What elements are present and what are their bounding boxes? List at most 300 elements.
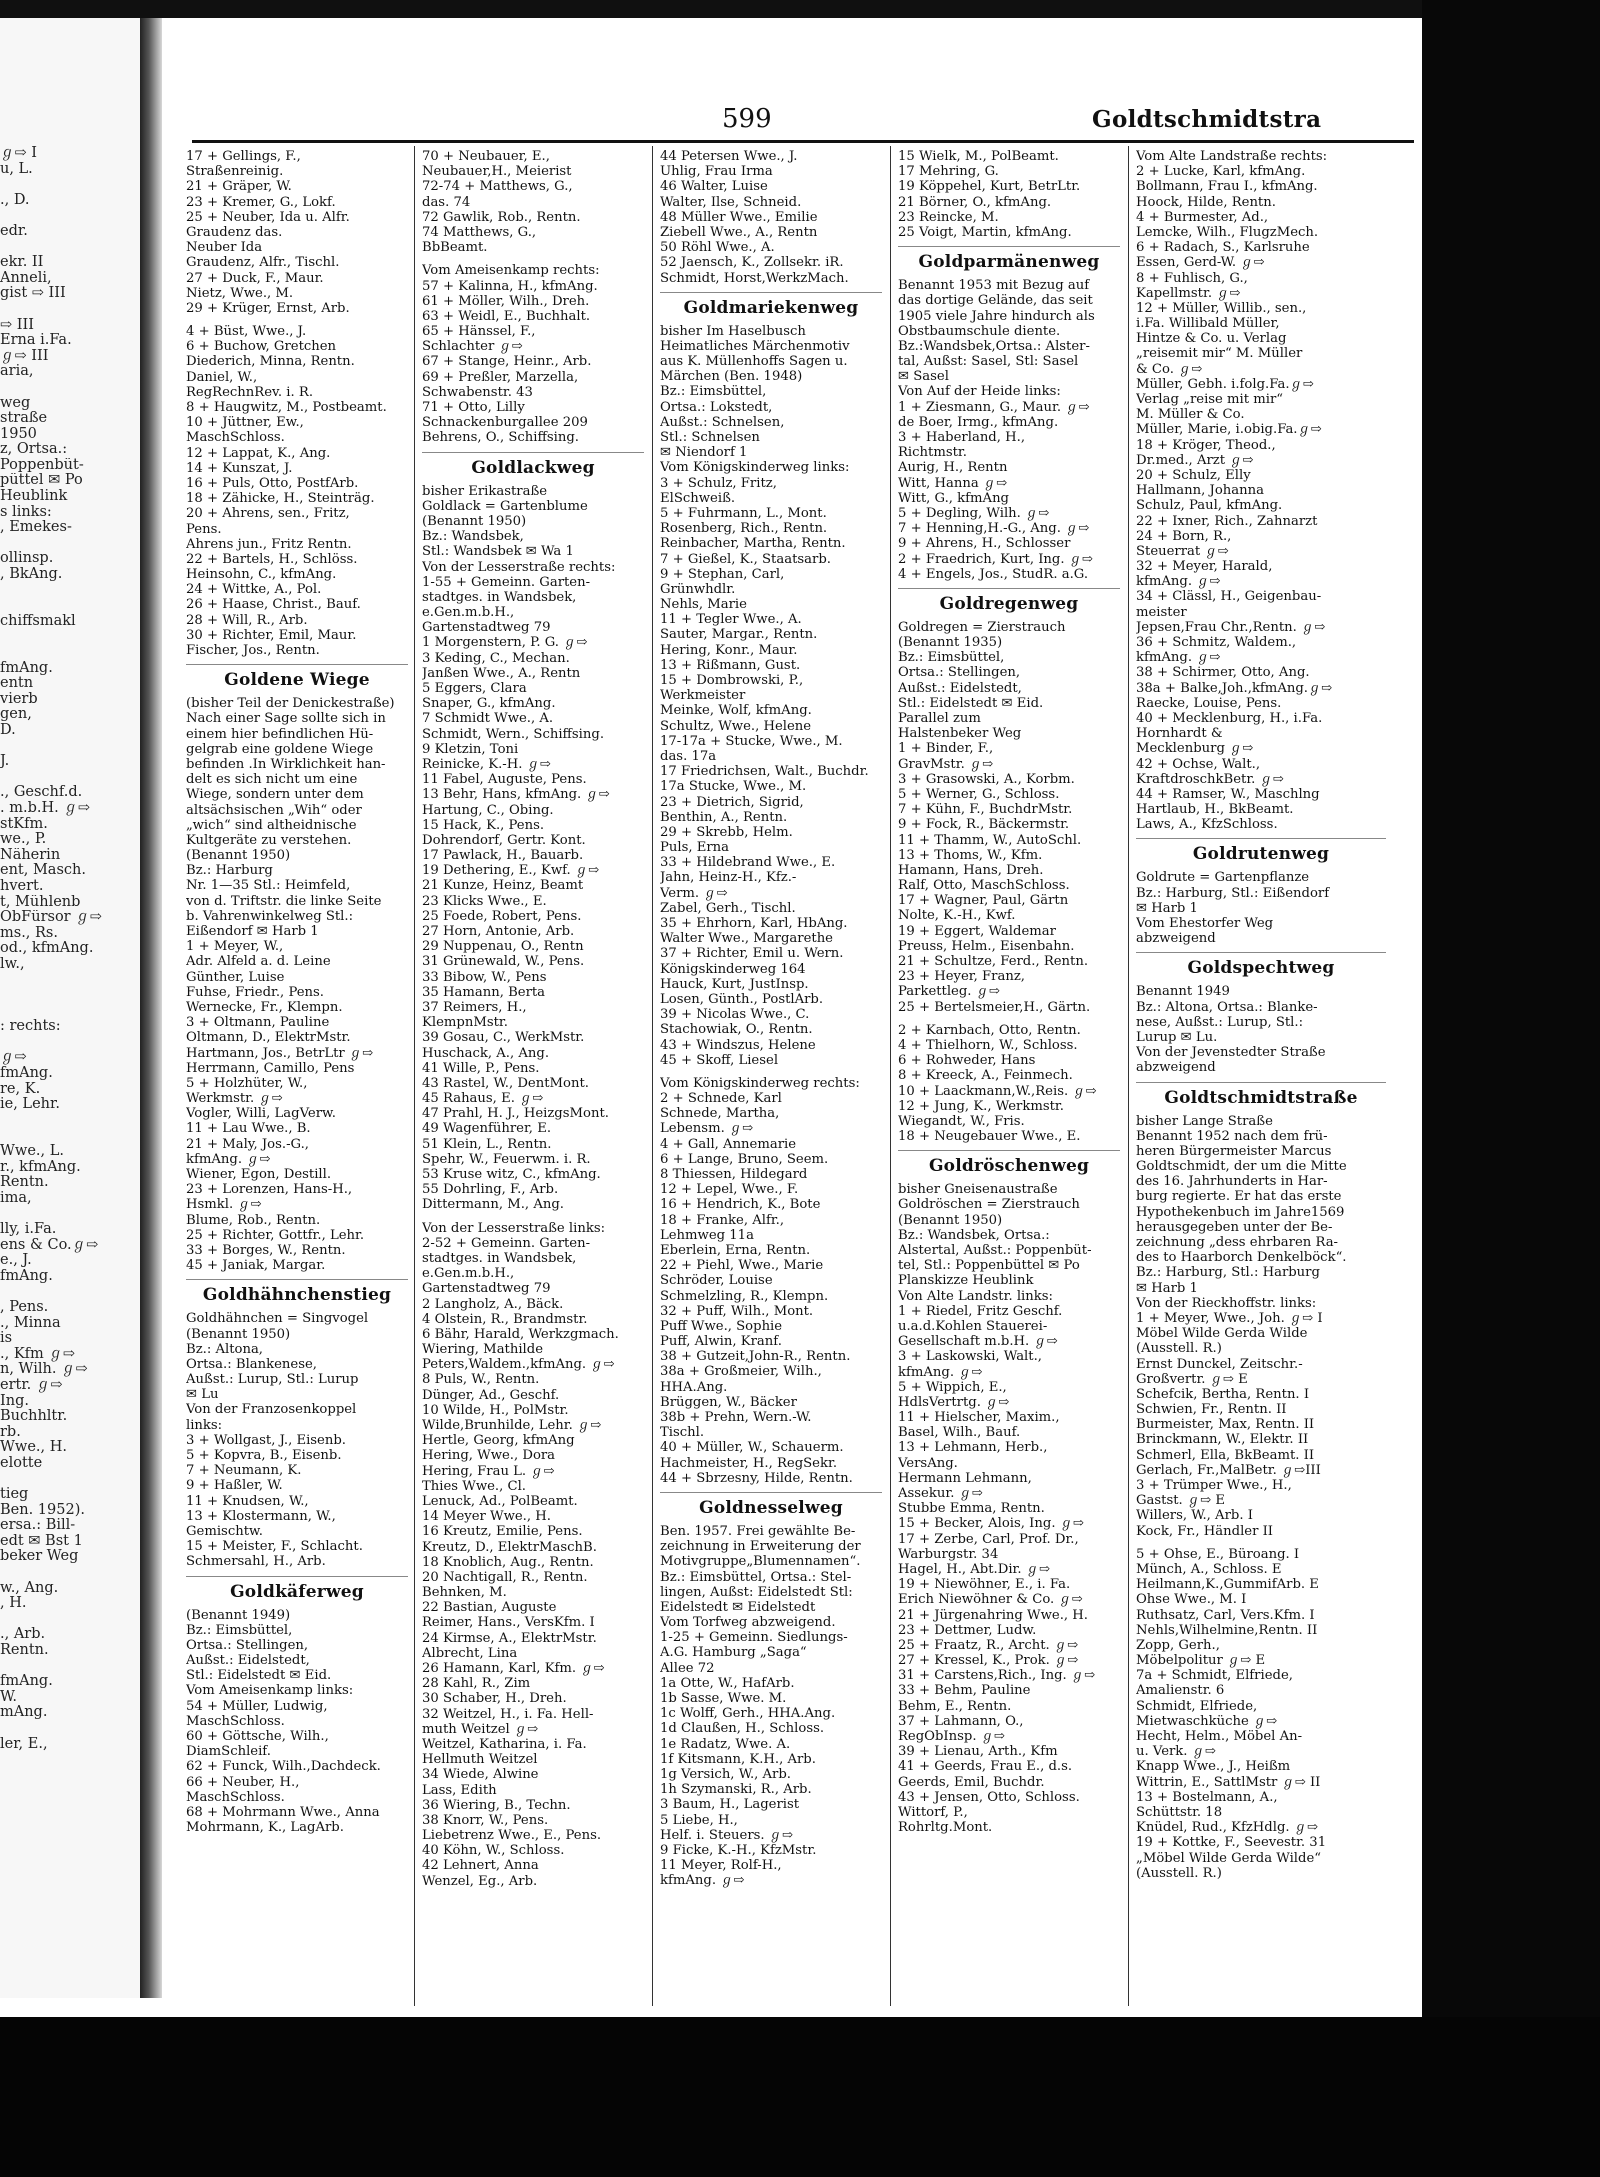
directory-entry-line: 5 + Ohse, E., Büroang. I	[1136, 1546, 1300, 1562]
directory-entry-line: 18 + Kröger, Theod.,	[1136, 437, 1276, 453]
directory-entry-line: kfmAng. ℊ⇨	[898, 1364, 983, 1380]
directory-entry-line: „reisemit mir“ M. Müller	[1136, 346, 1303, 362]
directory-entry-line: Gartenstadtweg 79	[422, 1281, 551, 1297]
directory-entry-line: 2 Langholz, A., Bäck.	[422, 1296, 564, 1312]
directory-entry-line: 38a + Großmeier, Wilh.,	[660, 1364, 822, 1380]
directory-entry-line: e.Gen.m.b.H.,	[422, 605, 515, 621]
directory-entry-line: Bz.: Harburg	[186, 863, 273, 879]
directory-entry-line: Schnackenburgallee 209	[422, 415, 588, 431]
directory-entry-line: 7 + Kühn, F., BuchdrMstr.	[898, 802, 1073, 818]
directory-entry-line: Graudenz, Alfr., Tischl.	[186, 255, 340, 271]
directory-entry-line: 28 Kahl, R., Zim	[422, 1676, 531, 1692]
column-1	[186, 149, 408, 1835]
directory-entry-line: Vom Alte Landstraße rechts:	[1136, 149, 1328, 164]
directory-entry-line: MaschSchloss.	[186, 430, 285, 446]
left-fragment-line: Erna i.Fa.	[0, 333, 72, 349]
directory-entry-line: Möbel Wilde Gerda Wilde	[1136, 1326, 1308, 1342]
directory-entry-line: Schmidt, Elfriede,	[1136, 1698, 1258, 1714]
directory-entry-line: 41 + Geerds, Frau E., d.s.	[898, 1759, 1073, 1775]
directory-entry-line: 51 Klein, L., Rentn.	[422, 1136, 552, 1152]
directory-entry-line: 67 + Stange, Heinr., Arb.	[422, 354, 592, 370]
directory-entry-line: abzweigend	[1136, 931, 1216, 947]
directory-entry-line: Behnken, M.	[422, 1585, 507, 1601]
directory-entry-line: 40 + Müller, W., Schauerm.	[660, 1440, 844, 1456]
directory-entry-line: 74 Matthews, G.,	[422, 224, 537, 240]
left-fragment-line: D.	[0, 722, 16, 738]
directory-entry-line: Schefcik, Bertha, Rentn. I	[1136, 1386, 1310, 1402]
directory-entry-line: Bz.: Harburg, Stl.: Harburg	[1136, 1265, 1320, 1281]
column-5	[1136, 149, 1386, 1881]
directory-entry-line: Warburgstr. 34	[898, 1546, 999, 1562]
directory-entry-line: Schüttstr. 18	[1136, 1804, 1223, 1820]
directory-entry-line: 2 + Schnede, Karl	[660, 1091, 782, 1107]
directory-entry-line: 23 Klicks Wwe., E.	[422, 893, 547, 909]
left-fragment-line: : rechts:	[0, 1019, 61, 1035]
directory-entry-line: Goldhähnchen = Singvogel	[186, 1311, 369, 1327]
directory-entry-line: 45 + Skoff, Liesel	[660, 1052, 779, 1068]
directory-entry-line: Schnede, Martha,	[660, 1106, 780, 1122]
directory-entry-line: 12 + Lepel, Wwe., F.	[660, 1182, 799, 1198]
directory-entry-line: 6 + Radach, S., Karlsruhe	[1136, 240, 1310, 256]
directory-entry-line: Alstertal, Außst.: Poppenbüt-	[898, 1243, 1092, 1258]
directory-entry-line: 6 Bähr, Harald, Werkzgmach.	[422, 1326, 619, 1342]
directory-entry-line: A.G. Hamburg „Saga“	[660, 1645, 807, 1661]
directory-entry-line: KlempnMstr.	[422, 1015, 508, 1031]
directory-entry-line: 20 + Schulz, Elly	[1136, 467, 1251, 483]
left-fragment-line: ima,	[0, 1190, 32, 1206]
directory-entry-line: Reinbacher, Martha, Rentn.	[660, 536, 846, 552]
directory-entry-line: RegRechnRev. i. R.	[186, 384, 314, 400]
directory-entry-line: Lehmweg 11a	[660, 1227, 754, 1243]
directory-entry-line: 11 + Hielscher, Maxim.,	[898, 1410, 1060, 1426]
directory-entry-line: links:	[186, 1417, 223, 1433]
directory-entry-line: (Ausstell. R.)	[1136, 1341, 1222, 1357]
directory-entry-line: 34 Wiede, Alwine	[422, 1767, 539, 1783]
directory-entry-line: 39 + Nicolas Wwe., C.	[660, 1007, 810, 1023]
street-heading: Goldparmänenweg	[898, 246, 1120, 275]
directory-entry-line: Benannt 1949	[1136, 984, 1230, 1000]
directory-entry-line: Ernst Dunckel, Zeitschr.-	[1136, 1356, 1303, 1372]
directory-entry-line: Jahn, Heinz-H., Kfz.-	[660, 870, 797, 886]
directory-entry-line: b. Vahrenwinkelweg Stl.:	[186, 908, 354, 924]
left-fragment-line: lw.,	[0, 956, 25, 972]
directory-entry-line: Behm, E., Rentn.	[898, 1698, 1012, 1714]
directory-entry-line: Aurig, H., Rentn	[898, 460, 1008, 476]
left-fragment-line: , BkAng.	[0, 567, 63, 583]
directory-entry-line: Bz.: Eimsbüttel,	[898, 650, 1005, 666]
directory-entry-line: 30 + Richter, Emil, Maur.	[186, 627, 357, 643]
directory-entry-line: 23 + Dietrich, Sigrid,	[660, 794, 804, 810]
directory-entry-line: von d. Triftstr. die linke Seite	[186, 893, 382, 909]
directory-entry-line: ✉ Sasel	[898, 369, 949, 385]
directory-entry-line: 20 + Ahrens, sen., Fritz,	[186, 506, 350, 522]
left-fragment-line	[0, 988, 148, 1004]
directory-entry-line: kfmAng. ℊ⇨	[660, 1873, 745, 1889]
directory-entry-line: 19 Köppehel, Kurt, BetrLtr.	[898, 179, 1081, 195]
directory-entry-line: Hornhardt &	[1136, 726, 1223, 742]
directory-entry-line: 48 Müller Wwe., Emilie	[660, 209, 818, 225]
directory-entry-line: Von der Lesserstraße rechts:	[422, 559, 616, 575]
directory-entry-line: 13 + Bostelmann, A.,	[1136, 1789, 1278, 1805]
directory-entry-line: 35 Hamann, Berta	[422, 984, 546, 1000]
directory-entry-line: ✉ Harb 1	[1136, 900, 1198, 916]
directory-entry-line: bisher Lange Straße	[1136, 1113, 1273, 1129]
directory-entry-line: Sauter, Margar., Rentn.	[660, 627, 818, 643]
directory-entry-line: Dohrendorf, Gertr. Kont.	[422, 832, 586, 848]
directory-entry-line: Lass, Edith	[422, 1782, 497, 1798]
directory-entry-line: 42 Lehnert, Anna	[422, 1858, 539, 1874]
directory-entry-line: 38b + Prehn, Wern.-W.	[660, 1410, 812, 1425]
directory-entry-line: 8 + Kreeck, A., Feinmech.	[898, 1068, 1073, 1084]
directory-entry-line: 50 Röhl Wwe., A.	[660, 240, 775, 256]
left-fragment-line	[0, 380, 148, 396]
directory-entry-line: 25 + Neuber, Ida u. Alfr.	[186, 209, 350, 225]
directory-entry-line: Reimer, Hans., VersKfm. I	[422, 1615, 595, 1631]
left-fragment-line: ersa.: Bill-	[0, 1518, 76, 1534]
directory-entry-line: Verm. ℊ⇨	[660, 885, 728, 901]
directory-entry-line: Schröder, Louise	[660, 1273, 773, 1289]
directory-entry-line: stadtges. in Wandsbek,	[422, 1250, 577, 1266]
left-fragment-line: stKfm.	[0, 816, 48, 832]
directory-entry-line: 1 Morgenstern, P. G. ℊ⇨	[422, 635, 588, 651]
directory-entry-line: das. 74	[422, 194, 471, 210]
directory-entry-line: Von Auf der Heide links:	[898, 384, 1061, 400]
directory-entry-line: 5 + Werner, G., Schloss.	[898, 786, 1060, 802]
directory-entry-line: Wilde,Brunhilde, Lehr. ℊ⇨	[422, 1418, 602, 1433]
directory-entry-line: 13 + Thoms, W., Kfm.	[898, 847, 1043, 863]
left-fragment-line: ⇨ III	[0, 317, 34, 333]
directory-entry-line: Steuerrat ℊ⇨	[1136, 543, 1229, 559]
directory-entry-line: 17 Mehring, G.	[898, 164, 999, 180]
directory-entry-line: 17 + Zerbe, Carl, Prof. Dr.,	[898, 1531, 1079, 1547]
left-fragment-line: , Pens.	[0, 1299, 49, 1315]
directory-entry-line: 21 + Jürgenahring Wwe., H.	[898, 1607, 1088, 1623]
directory-entry-line: 45 Rahaus, E. ℊ⇨	[422, 1091, 544, 1107]
directory-entry-line: 43 + Windszus, Helene	[660, 1037, 816, 1053]
directory-entry-line: 3 + Trümper Wwe., H.,	[1136, 1478, 1292, 1493]
street-heading: Goldspechtweg	[1136, 952, 1386, 981]
directory-entry-line: das dortige Gelände, das seit	[898, 293, 1093, 309]
directory-entry-line: Dittermann, M., Ang.	[422, 1197, 564, 1213]
directory-entry-line: Mohrmann, K., LagArb.	[186, 1820, 344, 1836]
directory-entry-line: 8 Thiessen, Hildegard	[660, 1167, 808, 1182]
directory-entry-line: 24 Kirmse, A., ElektrMstr.	[422, 1630, 597, 1646]
left-fragment-line	[0, 1004, 148, 1020]
directory-entry-line: Parallel zum	[898, 711, 981, 726]
directory-entry-line: Günther, Luise	[186, 969, 285, 985]
directory-entry-line: stadtges. in Wandsbek,	[422, 589, 577, 605]
left-fragment-line: Rentn.	[0, 1175, 49, 1191]
left-fragment-line: ., Arb.	[0, 1627, 46, 1643]
directory-entry-line: zeichnung „dess ehrbaren Ra-	[1136, 1235, 1339, 1250]
directory-entry-line: Stubbe Emma, Rentn.	[898, 1501, 1045, 1517]
directory-entry-line: meister	[1136, 604, 1187, 620]
directory-entry-line: Losen, Günth., PostlArb.	[660, 991, 824, 1007]
directory-entry-line: 5 Liebe, H.,	[660, 1812, 738, 1828]
directory-entry-line: 4 + Burmester, Ad.,	[1136, 209, 1269, 225]
left-fragment-line	[0, 240, 148, 256]
directory-entry-line: 1 + Riedel, Fritz Geschf.	[898, 1303, 1063, 1319]
left-fragment-line: ens & Co.ℊ⇨	[0, 1237, 99, 1253]
directory-entry-line: 15 Hack, K., Pens.	[422, 817, 545, 833]
header-rule	[192, 140, 1414, 143]
directory-entry-line: Schmidt, Horst,WerkzMach.	[660, 270, 849, 286]
spacer	[422, 255, 644, 263]
spacer	[186, 316, 408, 324]
directory-entry-line: Liebetrenz Wwe., E., Pens.	[422, 1828, 602, 1844]
directory-entry-line: Gemischtw.	[186, 1523, 263, 1539]
page-number: 599	[722, 104, 772, 134]
left-fragment-line: ler, E.,	[0, 1736, 48, 1752]
directory-entry-line: 63 + Weidl, E., Buchhalt.	[422, 308, 591, 324]
directory-entry-line: Erich Niewöhner & Co. ℊ⇨	[898, 1592, 1083, 1608]
directory-entry-line: Bz.: Harburg, Stl.: Eißendorf	[1136, 885, 1330, 901]
directory-entry-line: 3 + Oltmann, Pauline	[186, 1015, 330, 1031]
directory-entry-line: Mietwaschküche ℊ⇨	[1136, 1713, 1278, 1729]
spacer	[1136, 1539, 1386, 1547]
directory-entry-line: Kapellmstr. ℊ⇨	[1136, 285, 1241, 301]
directory-entry-line: kfmAng. ℊ⇨	[1136, 650, 1221, 666]
directory-entry-line: 13 + Rißmann, Gust.	[660, 657, 801, 673]
directory-entry-line: 8 + Haugwitz, M., Postbeamt.	[186, 400, 387, 415]
directory-entry-line: Hypothekenbuch im Jahre1569	[1136, 1204, 1345, 1220]
directory-entry-line: einem hier befindlichen Hü-	[186, 726, 374, 742]
left-fragment-line: n, Wilh. ℊ⇨	[0, 1362, 88, 1378]
directory-entry-line: 15 + Becker, Alois, Ing. ℊ⇨	[898, 1516, 1084, 1532]
directory-entry-line: 24 + Wittke, A., Pol.	[186, 582, 322, 598]
directory-entry-line: Janßen Wwe., A., Rentn	[422, 665, 581, 681]
left-fragment-line	[0, 1128, 148, 1144]
directory-entry-line: 12 + Lappat, K., Ang.	[186, 445, 331, 461]
left-fragment-line: od., kfmAng.	[0, 941, 94, 957]
directory-entry-line: de Boer, Irmg., kfmAng.	[898, 414, 1059, 430]
running-header-street: Goldtschmidtstra	[1092, 106, 1322, 133]
directory-entry-line: ElSchweiß.	[660, 490, 736, 506]
directory-entry-line: Witt, G., kfmAng	[898, 490, 1009, 506]
left-fragment-line: straße	[0, 411, 48, 427]
directory-entry-line: 15 + Meister, F., Schlacht.	[186, 1539, 363, 1555]
directory-entry-line: Werkmstr. ℊ⇨	[186, 1091, 283, 1107]
directory-entry-line: Eberlein, Erna, Rentn.	[660, 1242, 811, 1258]
directory-entry-line: delt es sich nicht um eine	[186, 772, 358, 788]
directory-entry-line: DiamSchleif.	[186, 1744, 271, 1760]
directory-entry-line: Nach einer Sage sollte sich in	[186, 711, 386, 727]
directory-entry-line: altsächsischen „Wih“ oder	[186, 802, 362, 818]
street-heading: Goldrutenweg	[1136, 838, 1386, 867]
directory-entry-line: 11 + Tegler Wwe., A.	[660, 612, 802, 628]
directory-entry-line: Thies Wwe., Cl.	[422, 1478, 526, 1494]
directory-entry-line: Müller, Marie, i.obig.Fa.ℊ⇨	[1136, 422, 1322, 438]
directory-entry-line: 4 + Engels, Jos., StudR. a.G.	[898, 566, 1089, 582]
scan-right-edge	[1422, 0, 1600, 2177]
directory-entry-line: 6 + Buchow, Gretchen	[186, 339, 337, 355]
directory-entry-line: 21 Börner, O., kfmAng.	[898, 194, 1052, 210]
directory-entry-line: 25 Foede, Robert, Pens.	[422, 908, 582, 924]
directory-entry-line: 4 + Büst, Wwe., J.	[186, 324, 307, 340]
directory-entry-line: Reinicke, K.-H. ℊ⇨	[422, 756, 551, 772]
directory-entry-line: 1d Claußen, H., Schloss.	[660, 1721, 825, 1737]
directory-entry-line: Lenuck, Ad., PolBeamt.	[422, 1493, 578, 1509]
directory-entry-line: 29 + Skrebb, Helm.	[660, 824, 793, 840]
directory-entry-line: 6 + Lange, Bruno, Seem.	[660, 1151, 829, 1167]
directory-entry-line: 1f Kitsmann, K.H., Arb.	[660, 1751, 816, 1767]
directory-entry-line: Heilmann,K.,GummifArb. E	[1136, 1577, 1319, 1593]
directory-entry-line: 1-25 + Gemeinn. Siedlungs-	[660, 1630, 848, 1646]
directory-entry-line: Kock, Fr., Händler II	[1136, 1523, 1274, 1539]
left-fragment-line: w., Ang.	[0, 1580, 59, 1596]
directory-entry-line: Diederich, Minna, Rentn.	[186, 354, 355, 370]
directory-entry-line: 18 Knoblich, Aug., Rentn.	[422, 1554, 594, 1570]
directory-entry-line: (Ausstell. R.)	[1136, 1865, 1222, 1881]
directory-entry-line: 12 + Müller, Willib., sen.,	[1136, 300, 1307, 316]
directory-entry-line: Stl.: Schnelsen	[660, 430, 760, 445]
directory-entry-line: Raecke, Louise, Pens.	[1136, 695, 1282, 711]
directory-entry-line: Goldtschmidt, der um die Mitte	[1136, 1159, 1347, 1175]
column-divider	[1128, 146, 1129, 2006]
directory-entry-line: 23 + Lorenzen, Hans-H.,	[186, 1182, 353, 1198]
directory-entry-line: 11 + Lau Wwe., B.	[186, 1121, 311, 1137]
directory-entry-line: Von der Lesserstraße links:	[422, 1220, 606, 1236]
left-fragment-line	[0, 1565, 148, 1581]
directory-entry-line: 1a Otte, W., HafArb.	[660, 1675, 795, 1691]
directory-entry-line: 18 + Zähicke, H., Steinträg.	[186, 491, 375, 507]
directory-entry-line: 17 Pawlack, H., Bauarb.	[422, 848, 584, 864]
left-fragment-line: vierb	[0, 691, 38, 707]
left-fragment-line: ent, Masch.	[0, 863, 86, 879]
left-fragment-line	[0, 583, 148, 599]
directory-entry-line: 4 + Thielhorn, W., Schloss.	[898, 1037, 1078, 1053]
left-fragment-line: edt ✉ Bst 1	[0, 1533, 83, 1549]
left-fragment-line: lly, i.Fa.	[0, 1221, 57, 1237]
directory-entry-line: Neuber Ida	[186, 240, 263, 256]
directory-entry-line: Blume, Rob., Rentn.	[186, 1212, 321, 1228]
directory-entry-line: MaschSchloss.	[186, 1789, 285, 1805]
directory-entry-line: 70 + Neubauer, E.,	[422, 149, 550, 164]
directory-entry-line: 26 + Haase, Christ., Bauf.	[186, 597, 361, 613]
left-fragment-line: gist ⇨ III	[0, 286, 66, 302]
left-fragment-line: ., Kfm ℊ⇨	[0, 1346, 76, 1362]
column-divider	[652, 146, 653, 2006]
directory-entry-line: 3 Baum, H., Lagerist	[660, 1797, 800, 1813]
directory-entry-line: 17 + Gellings, F.,	[186, 149, 301, 164]
directory-entry-line: M. Müller & Co.	[1136, 407, 1245, 423]
left-fragment-line: ., Geschf.d.	[0, 785, 83, 801]
directory-page	[164, 18, 1422, 1998]
directory-entry-line: 25 + Fraatz, R., Archt. ℊ⇨	[898, 1637, 1079, 1653]
directory-entry-line: Stl.: Eidelstedt ✉ Eid.	[186, 1668, 332, 1684]
left-fragment-line	[0, 302, 148, 318]
directory-entry-line: Nietz, Wwe., M.	[186, 285, 294, 301]
directory-entry-line: Lurup ✉ Lu.	[1136, 1029, 1218, 1045]
directory-entry-line: Adr. Alfeld a. d. Leine	[186, 954, 331, 970]
directory-entry-line: Hoock, Hilde, Rentn.	[1136, 194, 1276, 210]
directory-entry-line: i.Fa. Willibald Müller,	[1136, 316, 1280, 332]
directory-entry-line: 1 + Ziesmann, G., Maur. ℊ⇨	[898, 399, 1090, 415]
directory-entry-line: Geerds, Emil, Buchdr.	[898, 1774, 1045, 1790]
column-2	[422, 149, 644, 1889]
directory-entry-line: Vogler, Willi, LagVerw.	[186, 1106, 336, 1122]
column-4	[898, 149, 1120, 1835]
directory-entry-line: 47 Prahl, H. J., HeizgsMont.	[422, 1106, 609, 1122]
left-fragment-line	[0, 629, 148, 645]
directory-entry-line: 36 + Schmitz, Waldem.,	[1136, 635, 1297, 650]
book-gutter	[140, 18, 162, 1998]
directory-entry-line: 5 + Fuhrmann, L., Mont.	[660, 505, 827, 521]
directory-entry-line: 66 + Neuber, H.,	[186, 1774, 300, 1790]
directory-entry-line: Preuss, Helm., Eisenbahn.	[898, 938, 1075, 954]
directory-entry-line: 18 + Franke, Alfr.,	[660, 1212, 785, 1228]
left-fragment-line: Wwe., H.	[0, 1440, 67, 1456]
directory-entry-line: 1b Sasse, Wwe. M.	[660, 1691, 787, 1706]
directory-entry-line: Allee 72	[660, 1660, 715, 1676]
directory-entry-line: 15 Wielk, M., PolBeamt.	[898, 149, 1059, 164]
left-fragment-line	[0, 739, 148, 755]
directory-entry-line: 71 + Otto, Lilly	[422, 400, 525, 415]
directory-entry-line: Außst.: Lurup, Stl.: Lurup	[186, 1372, 359, 1388]
left-fragment-line: ekr. II	[0, 255, 44, 271]
directory-entry-line: 72 Gawlik, Rob., Rentn.	[422, 209, 581, 225]
directory-entry-line: Parkettleg. ℊ⇨	[898, 984, 1000, 1000]
directory-entry-line: Schmidt, Wern., Schiffsing.	[422, 726, 605, 742]
directory-entry-line: Nolte, K.-H., Kwf.	[898, 908, 1016, 924]
street-heading: Goldmariekenweg	[660, 292, 882, 321]
left-fragment-line	[0, 177, 148, 193]
directory-entry-line: 27 Horn, Antonie, Arb.	[422, 924, 575, 939]
directory-entry-line: Bz.: Wandsbek,	[422, 529, 524, 545]
directory-entry-line: 43 + Jensen, Otto, Schloss.	[898, 1789, 1080, 1805]
directory-entry-line: kfmAng. ℊ⇨	[186, 1151, 271, 1167]
directory-entry-line: 38 Knorr, W., Pens.	[422, 1812, 549, 1828]
directory-entry-line: Nehls,Wilhelmine,Rentn. II	[1136, 1622, 1318, 1638]
directory-entry-line: Von Alte Landstr. links:	[898, 1288, 1053, 1304]
column-3	[660, 149, 882, 1888]
directory-entry-line: 38 + Gutzeit,John-R., Rentn.	[660, 1349, 851, 1365]
directory-entry-line: 19 + Kottke, F., Seevestr. 31	[1136, 1835, 1327, 1851]
left-fragment-line: ie, Lehr.	[0, 1097, 60, 1113]
spacer	[422, 1213, 644, 1221]
left-fragment-line: edr.	[0, 223, 28, 239]
directory-entry-line: Stachowiak, O., Rentn.	[660, 1022, 813, 1038]
directory-entry-line: Rosenberg, Rich., Rentn.	[660, 521, 828, 537]
directory-entry-line: Essen, Gerd-W. ℊ⇨	[1136, 255, 1265, 271]
directory-entry-line: Zabel, Gerh., Tischl.	[660, 900, 796, 916]
left-fragment-line: fmAng.	[0, 1066, 53, 1082]
directory-entry-line: 10 + Laackmann,W.,Reis. ℊ⇨	[898, 1083, 1097, 1099]
directory-entry-line: bisher Im Haselbusch	[660, 323, 806, 339]
directory-entry-line: 55 Dohrling, F., Arb.	[422, 1182, 559, 1198]
directory-entry-line: das. 17a	[660, 748, 717, 764]
left-fragment-line	[0, 1206, 148, 1222]
directory-entry-line: Schwabenstr. 43	[422, 384, 533, 400]
directory-entry-line: 2-52 + Gemeinn. Garten-	[422, 1235, 591, 1251]
directory-entry-line: Ruthsatz, Carl, Vers.Kfm. I	[1136, 1607, 1315, 1623]
directory-entry-line: (Benannt 1935)	[898, 635, 1003, 651]
directory-entry-line: 62 + Funck, Wilh.,Dachdeck.	[186, 1759, 381, 1775]
directory-entry-line: Vom Ehestorfer Weg	[1136, 916, 1274, 931]
directory-entry-line: Wiener, Egon, Destill.	[186, 1167, 332, 1182]
scan-top-edge	[0, 0, 1422, 18]
directory-entry-line: 33 + Hildebrand Wwe., E.	[660, 855, 836, 871]
directory-entry-line: Neubauer,H., Meierist	[422, 164, 572, 180]
directory-entry-line: Eidelstedt ✉ Eidelstedt	[660, 1599, 816, 1615]
directory-entry-line: 3 + Wollgast, J., Eisenb.	[186, 1432, 346, 1448]
directory-entry-line: 1 + Meyer, Wwe., Joh. ℊ⇨ I	[1136, 1310, 1323, 1326]
directory-entry-line: 29 + Krüger, Ernst, Arb.	[186, 300, 350, 316]
left-fragment-line	[0, 1471, 148, 1487]
directory-entry-line: Nehls, Marie	[660, 597, 747, 613]
left-fragment-line	[0, 972, 148, 988]
directory-entry-line: 31 Grünewald, W., Pens.	[422, 954, 585, 970]
